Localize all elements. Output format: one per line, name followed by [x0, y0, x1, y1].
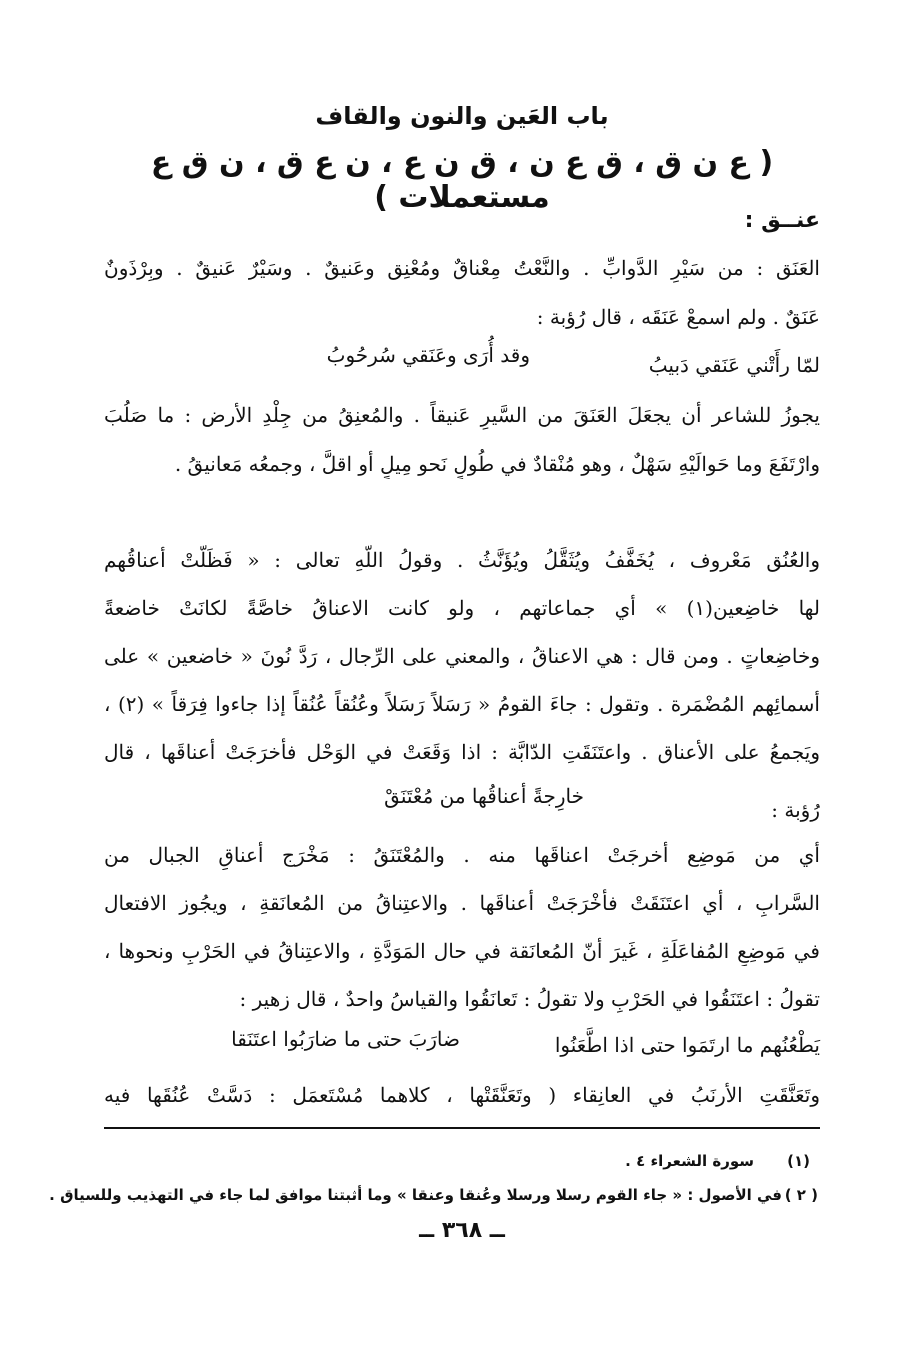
- text-line: السَّرابِ ، أي اعتَنَقَتْ فأخْرَجَتْ أعناقَها . والاعتِناقُ من المُعانَقةِ ، ويجُوز الافتعال: [104, 891, 820, 915]
- text-line: وارْتَفَعَ وما حَوالَيْهِ سَهْلٌ ، وهو مُنْقادٌ في طُولٍ نَحو مِيلٍ أو اقلَّ ، وجمعُه مَعانيقُ .: [174, 452, 820, 476]
- text-line: وتَعَنَّقَتِ الأرنَبُ في العانِقاء ( وتَعَنَّقَتْها ، كلاهما مُسْتَعمَل : دَسَّتْ عُنُقَها فيه: [104, 1083, 820, 1107]
- verse-hemistich-left: وقد أُرَى وعَنَقي سُرحُوبُ: [326, 343, 530, 367]
- text-line: وخاضِعاتٍ . ومن قال : هي الاعناقُ ، والمعني على الرِّجال ، رَدَّ نُونَ « خاضعين » على: [104, 644, 820, 668]
- entry-heading: عنــق :: [744, 208, 820, 233]
- chapter-title: باب العَين والنون والقاف: [315, 102, 609, 130]
- text-line: أي من مَوضِع أخرجَتْ اعناقَها منه . والمُعْتَنَقُ : مَخْرَج أعناقِ الجبال من: [104, 843, 820, 867]
- text-line: العَنَق : من سَيْرِ الدَّوابِّ . والنَّعْتُ مِعْناقٌ ومُعْنِق وعَنيقٌ . وسَيْرٌ عَنيقٌ . وبِرْذَونٌ: [104, 256, 820, 280]
- verse-hemistich-right: يَطْعُنُهم ما ارتَمَوا حتى اذا اطَّعَنُوا: [554, 1033, 820, 1057]
- footnote-number: (١): [787, 1152, 810, 1170]
- footnote-text: سورة الشعراء ٤ .: [625, 1152, 754, 1170]
- verse-hemistich-left: ضارَبَ حتى ما ضارَبُوا اعتَنَقا: [231, 1027, 460, 1051]
- text-line: أسمائِهم المُضْمَرة . وتقول : جاءَ القومُ « رَسَلاً رَسَلاً وعُنُقاً عُنُقاً إذا جاءوا فِرَقاً » (٢) ،: [104, 692, 820, 716]
- verse-line: خارِجةً أعناقُها من مُعْتَنَقْ: [384, 784, 584, 808]
- text-line: تقولُ : اعتَنَقُوا في الحَرْبِ ولا تقولُ : تَعانَقُوا والقياسُ واحدٌ ، قال زهير :: [239, 987, 820, 1011]
- footnote-text: في الأصول : « جاء القوم رسلا ورسلا وعُنقا وعنقا » وما أثبتنا موافق لما جاء في التهذيب وللسياق .: [49, 1186, 782, 1204]
- text-line: في مَوضِعِ المُفاعَلَةِ ، غَيرَ أنّ المُعانَقة في حال المَوَدَّةِ ، والاعتِناقُ في الحَرْبِ ونحوها ،: [104, 939, 820, 963]
- text-line: والعُنُق مَعْروف ، يُخَفَّفُ ويُثَقَّلُ ويُؤَنَّثُ . وقولُ اللّهِ تعالى : « فَظَلَّتْ أعناقُهم: [104, 548, 820, 572]
- text-line: ويَجمعُ على الأعناق . واعتَنَقَتِ الدّابَّة : اذا وَقَعَتْ في الوَحْل فأخرَجَتْ أعناقَها ، قال: [104, 740, 820, 764]
- text-line: رُؤبة :: [771, 798, 820, 822]
- text-line: عَنَقٌ . ولم اسمعْ عَنَقَه ، قال رُؤبة :: [536, 305, 820, 329]
- footnote-number: ( ٢ ): [784, 1186, 818, 1204]
- page-number: ــ ٣٦٨ ــ: [419, 1218, 505, 1243]
- footnote-divider: [104, 1127, 820, 1129]
- chapter-subtitle: ( ع ن ق ، ق ع ن ، ق ن ع ، ن ع ق ، ن ق ع مستعملات ): [150, 145, 774, 215]
- verse-hemistich-right: لمّا رأَتْني عَنَقي دَبيبُ: [648, 353, 820, 377]
- text-line: يجوزُ للشاعر أن يجعَلَ العَنَقَ من السَّيرِ عَنيقاً . والمُعنِقُ من جِلْدِ الأرض : ما صَلُبَ: [104, 403, 820, 427]
- text-line: لها خاضِعين(١) » أي جماعاتهم ، ولو كانت الاعناقُ خاصَّةً لكانَتْ خاضعةً: [104, 596, 820, 620]
